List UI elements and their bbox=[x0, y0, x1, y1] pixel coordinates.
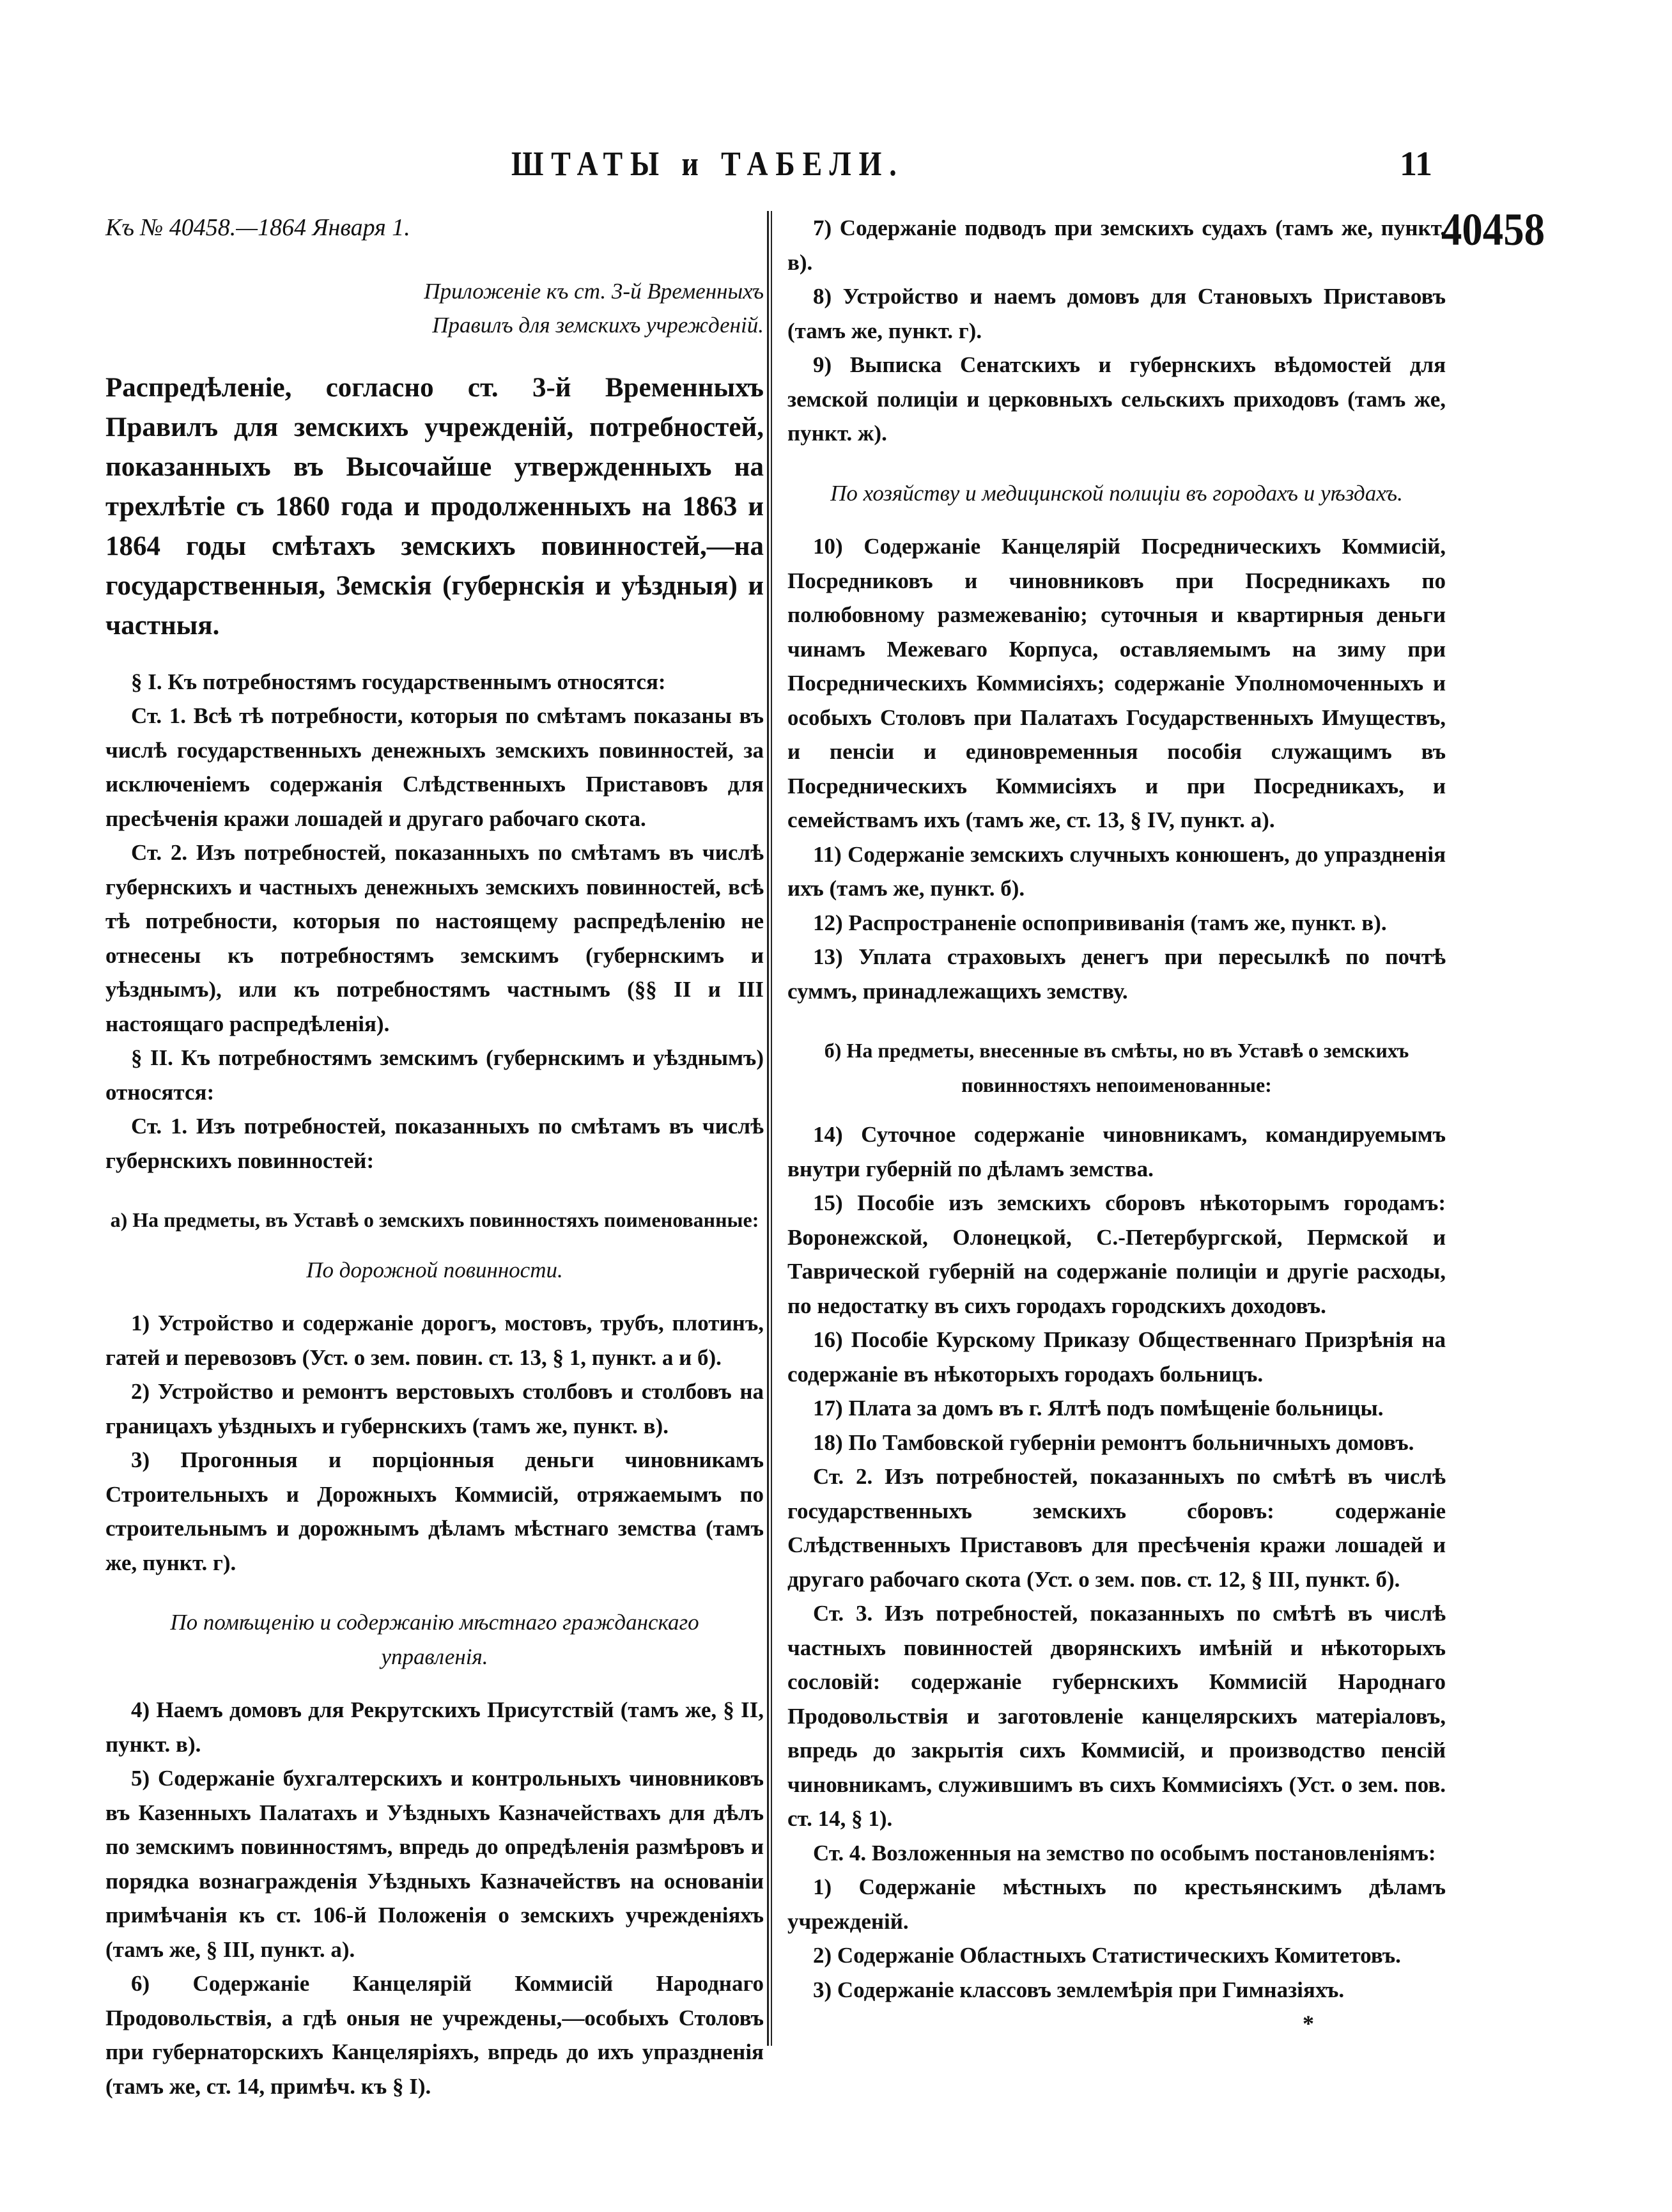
running-title: ШТАТЫ и ТАБЕЛИ. bbox=[511, 144, 904, 183]
appendix-note-line1: Приложеніе къ ст. 3-й Временныхъ bbox=[424, 278, 764, 304]
list-item: 16) Пособіе Курскому Приказу Общественнаго Призрѣнія на содержаніе въ нѣкоторыхъ городахъ больницъ. bbox=[787, 1327, 1446, 1387]
list-item: 17) Плата за домъ въ г. Ялтѣ подъ помѣщеніе больницы. bbox=[813, 1396, 1384, 1421]
paragraph: Ст. 1. Всѣ тѣ потребности, которыя по смѣтамъ показаны въ числѣ государственныхъ денежныхъ земскихъ повинностей, за исключеніемъ содержанія Слѣдственныхъ Приставовъ для пресѣченія кражи лошадей и другаго рабочаго скота. bbox=[105, 703, 764, 831]
paragraph: Ст. 1. Изъ потребностей, показанныхъ по смѣтамъ въ числѣ губернскихъ повинностей: bbox=[105, 1114, 764, 1173]
right-column bbox=[787, 211, 1446, 2041]
list-item: 12) Распространеніе оспопрививанія (тамъ же, пункт. в). bbox=[813, 910, 1387, 935]
list-item: 14) Суточное содержаніе чиновникамъ, командируемымъ внутри губерній по дѣламъ земства. bbox=[787, 1122, 1446, 1181]
list-item: 9) Выписка Сенатскихъ и губернскихъ вѣдомостей для земской полиціи и церковныхъ сельскихъ приходовъ (тамъ же, пункт. ж). bbox=[787, 352, 1446, 446]
document-title: Распредѣленіе, согласно ст. 3-й Временныхъ Правилъ для земскихъ учрежденій, потребностей, показанныхъ въ Высочайше утвержденныхъ на трехлѣтіе съ 1860 года и продолженныхъ на 1863 и 1864 годы смѣтахъ земскихъ повинностей,—на государственныя, Земскія (губернскія и уѣздныя) и частныя. bbox=[105, 372, 764, 641]
paragraph: Ст. 4. Возложенныя на земство по особымъ постановленіямъ: bbox=[813, 1840, 1436, 1865]
section-heading-a: а) На предметы, въ Уставѣ о земскихъ повинностяхъ поименованные: bbox=[110, 1208, 759, 1231]
paragraph: Ст. 2. Изъ потребностей, показанныхъ по смѣтамъ въ числѣ губернскихъ и частныхъ денежныхъ земскихъ повинностей, всѣ тѣ потребности, которыя по настоящему распредѣленію не отнесены къ потребностямъ земскимъ (губернскимъ и уѣзднымъ), или къ потребностямъ частнымъ (§§ II и III настоящаго распредѣленія). bbox=[105, 840, 764, 1036]
paragraph: § II. Къ потребностямъ земскимъ (губернскимъ и уѣзднымъ) относятся: bbox=[105, 1045, 764, 1105]
list-item: 2) Содержаніе Областныхъ Статистическихъ Комитетовъ. bbox=[813, 1943, 1401, 1968]
paragraph: Ст. 2. Изъ потребностей, показанныхъ по смѣтѣ въ числѣ государственныхъ земскихъ сборовъ: содержаніе Слѣдственныхъ Приставовъ для пресѣченія кражи лошадей и другаго рабочаго скота (Уст. о зем. пов. ст. 12, § III, пункт. б). bbox=[787, 1464, 1446, 1592]
list-item: 5) Содержаніе бухгалтерскихъ и контрольныхъ чиновниковъ въ Казенныхъ Палатахъ и Уѣздныхъ Казначействахъ для дѣлъ по земскимъ повинностямъ, впредь до опредѣленія размѣровъ и порядка вознагражденія Уѣздныхъ Казначействъ на основаніи примѣчанія къ ст. 106-й Положенія о земскихъ учрежденіяхъ (тамъ же, § III, пункт. а). bbox=[105, 1766, 764, 1962]
subheading-roads: По дорожной повинности. bbox=[306, 1257, 563, 1282]
paragraph: Ст. 3. Изъ потребностей, показанныхъ по смѣтѣ въ числѣ частныхъ повинностей дворянскихъ имѣній и нѣкоторыхъ сословій: содержаніе губернскихъ Коммисій Народнаго Продовольствія и заготовленіе канцелярскихъ матеріаловъ, впредь до закрытія сихъ Коммисій, и производство пенсій чиновникамъ, служившимъ въ сихъ Коммисіяхъ (Уст. о зем. пов. ст. 14, § 1). bbox=[787, 1601, 1446, 1831]
subheading-economy: По хозяйству и медицинской полиціи въ городахъ и уѣздахъ. bbox=[830, 480, 1403, 506]
list-item: 1) Устройство и содержаніе дорогъ, мостовъ, трубъ, плотинъ, гатей и перевозовъ (Уст. о зем. повин. ст. 13, § 1, пункт. а и б). bbox=[105, 1311, 764, 1370]
law-number: 40458 bbox=[1441, 204, 1545, 255]
list-item: 11) Содержаніе земскихъ случныхъ конюшенъ, до упраздненія ихъ (тамъ же, пункт. б). bbox=[787, 841, 1446, 901]
subheading-administration: По помѣщенію и содержанію мѣстнаго гражданскаго управленія. bbox=[170, 1610, 699, 1669]
list-item: 7) Содержаніе подводъ при земскихъ судахъ (тамъ же, пункт. в). bbox=[787, 215, 1446, 275]
list-item: 3) Содержаніе классовъ землемѣрія при Гимназіяхъ. bbox=[813, 1977, 1345, 2002]
list-item: 1) Содержаніе мѣстныхъ по крестьянскимъ дѣламъ учрежденій. bbox=[787, 1874, 1446, 1934]
section-heading-b: б) На предметы, внесенные въ смѣты, но въ Уставѣ о земскихъ повинностяхъ непоименованные: bbox=[824, 1039, 1409, 1096]
list-item: 4) Наемъ домовъ для Рекрутскихъ Присутствій (тамъ же, § II, пункт. в). bbox=[105, 1697, 764, 1757]
list-item: 2) Устройство и ремонтъ верстовыхъ столбовъ и столбовъ на границахъ уѣздныхъ и губернскихъ (тамъ же, пункт. в). bbox=[105, 1379, 764, 1438]
appendix-note-line2: Правилъ для земскихъ учрежденій. bbox=[432, 313, 764, 338]
list-item: 6) Содержаніе Канцелярій Коммисій Народнаго Продовольствія, а гдѣ оныя не учреждены,—особыхъ Столовъ при губернаторскихъ Канцеляріяхъ, впредь до ихъ упраздненія (тамъ же, ст. 14, примѣч. къ § I). bbox=[105, 1971, 764, 2099]
list-item: 3) Прогонныя и порціонныя деньги чиновникамъ Строительныхъ и Дорожныхъ Коммисій, отряжаемымъ по строительнымъ и дорожнымъ дѣламъ мѣстнаго земства (тамъ же, пункт. г). bbox=[105, 1447, 764, 1575]
list-item: 8) Устройство и наемъ домовъ для Становыхъ Приставовъ (тамъ же, пункт. г). bbox=[787, 284, 1446, 343]
left-column bbox=[105, 211, 764, 2103]
law-reference: Къ № 40458.—1864 Января 1. bbox=[105, 214, 410, 241]
list-item: 18) По Тамбовской губерніи ремонтъ больничныхъ домовъ. bbox=[813, 1429, 1414, 1455]
column-divider bbox=[767, 211, 772, 2046]
page-number: 11 bbox=[1400, 144, 1433, 183]
paragraph: § I. Къ потребностямъ государственнымъ относятся: bbox=[131, 669, 666, 694]
page-header bbox=[0, 144, 1672, 189]
list-item: 10) Содержаніе Канцелярій Посредническихъ Коммисій, Посредниковъ и чиновниковъ при Посредникахъ по полюбовному размежеванію; суточныя и квартирныя деньги чинамъ Межеваго Корпуса, оставляемымъ на зиму при Посредническихъ Коммисіяхъ; содержаніе Уполномоченныхъ и особыхъ Столовъ при Палатахъ Государственныхъ Имуществъ, и пенсіи и единовременныя пособія служащимъ въ Посредническихъ Коммисіяхъ и при Посредникахъ, и семействамъ ихъ (тамъ же, ст. 13, § IV, пункт. а). bbox=[787, 534, 1446, 832]
end-mark: * bbox=[1303, 2011, 1314, 2036]
list-item: 13) Уплата страховыхъ денегъ при пересылкѣ по почтѣ суммъ, принадлежащихъ земству. bbox=[787, 944, 1446, 1004]
list-item: 15) Пособіе изъ земскихъ сборовъ нѣкоторымъ городамъ: Воронежской, Олонецкой, С.-Петербургской, Пермской и Таврической губерній на содержаніе полиціи и другіе расходы, по недостатку въ сихъ городахъ городскихъ доходовъ. bbox=[787, 1190, 1446, 1318]
